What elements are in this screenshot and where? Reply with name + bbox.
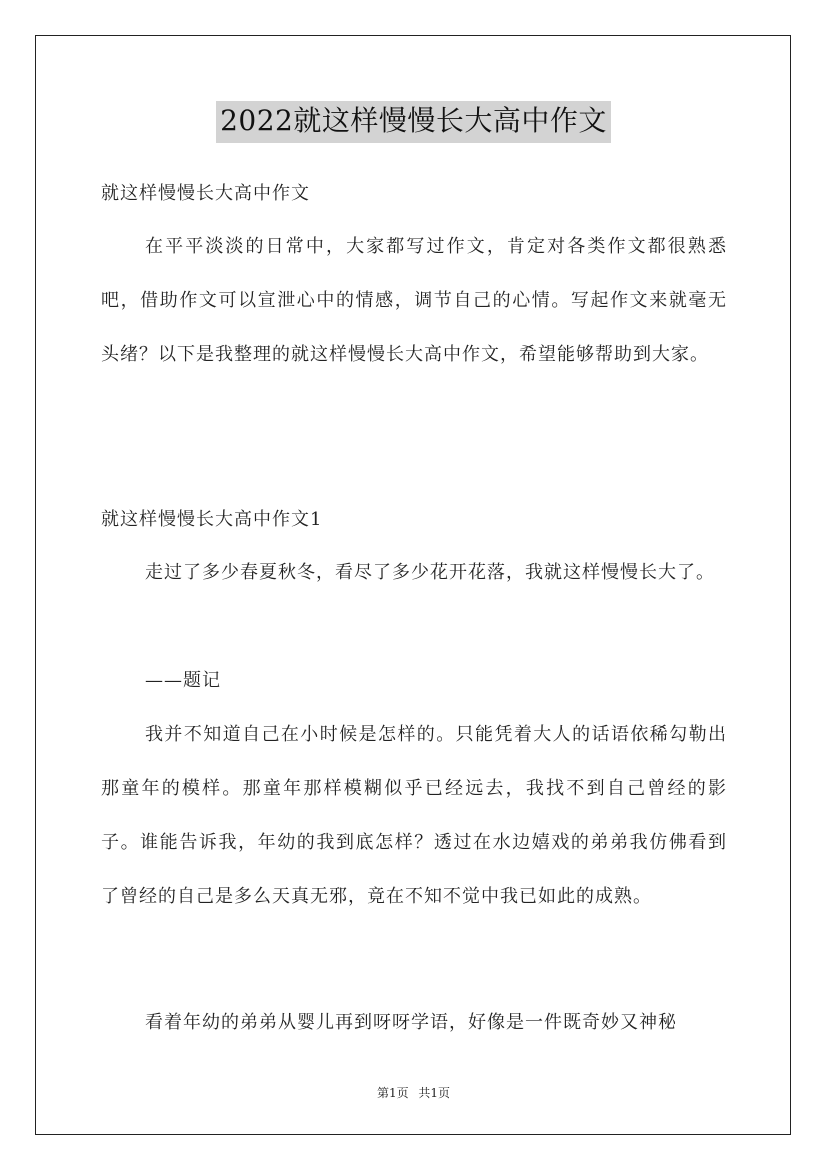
paragraph-4: 看着年幼的弟弟从婴儿再到呀呀学语，好像是一件既奇妙又神秘 [145,1012,677,1033]
page-footer [0,1084,827,1101]
total-pages: 共1页 [418,1086,451,1100]
paragraph-3: 我并不知道自己在小时候是怎样的。只能凭着大人的话语依稀勾勒出那童年的模样。那童年那样模糊似乎已经远去，我找不到自己曾经的影子。谁能告诉我，年幼的我到底怎样？透过在水边嬉戏的弟弟我仿佛看到了曾经的自己是多么天真无邪，竟在不知不觉中我已如此的成熟。 [101,724,727,907]
intro-paragraph: 在平平淡淡的日常中，大家都写过作文，肯定对各类作文都很熟悉吧，借助作文可以宣泄心中的情感，调节自己的心情。写起作文来就毫无头绪？以下是我整理的就这样慢慢长大高中作文，希望能够帮助到大家。 [101,236,727,365]
page-number: 第1页 [376,1086,409,1100]
section-heading: 就这样慢慢长大高中作文1 [101,509,323,530]
paragraph-1: 走过了多少春夏秋冬，看尽了多少花开花落，我就这样慢慢长大了。 [145,562,715,583]
document-title: 2022就这样慢慢长大高中作文 [216,101,611,143]
title-container [0,101,827,143]
paragraph-2: ——题记 [145,670,221,691]
document-subtitle: 就这样慢慢长大高中作文 [101,183,310,204]
